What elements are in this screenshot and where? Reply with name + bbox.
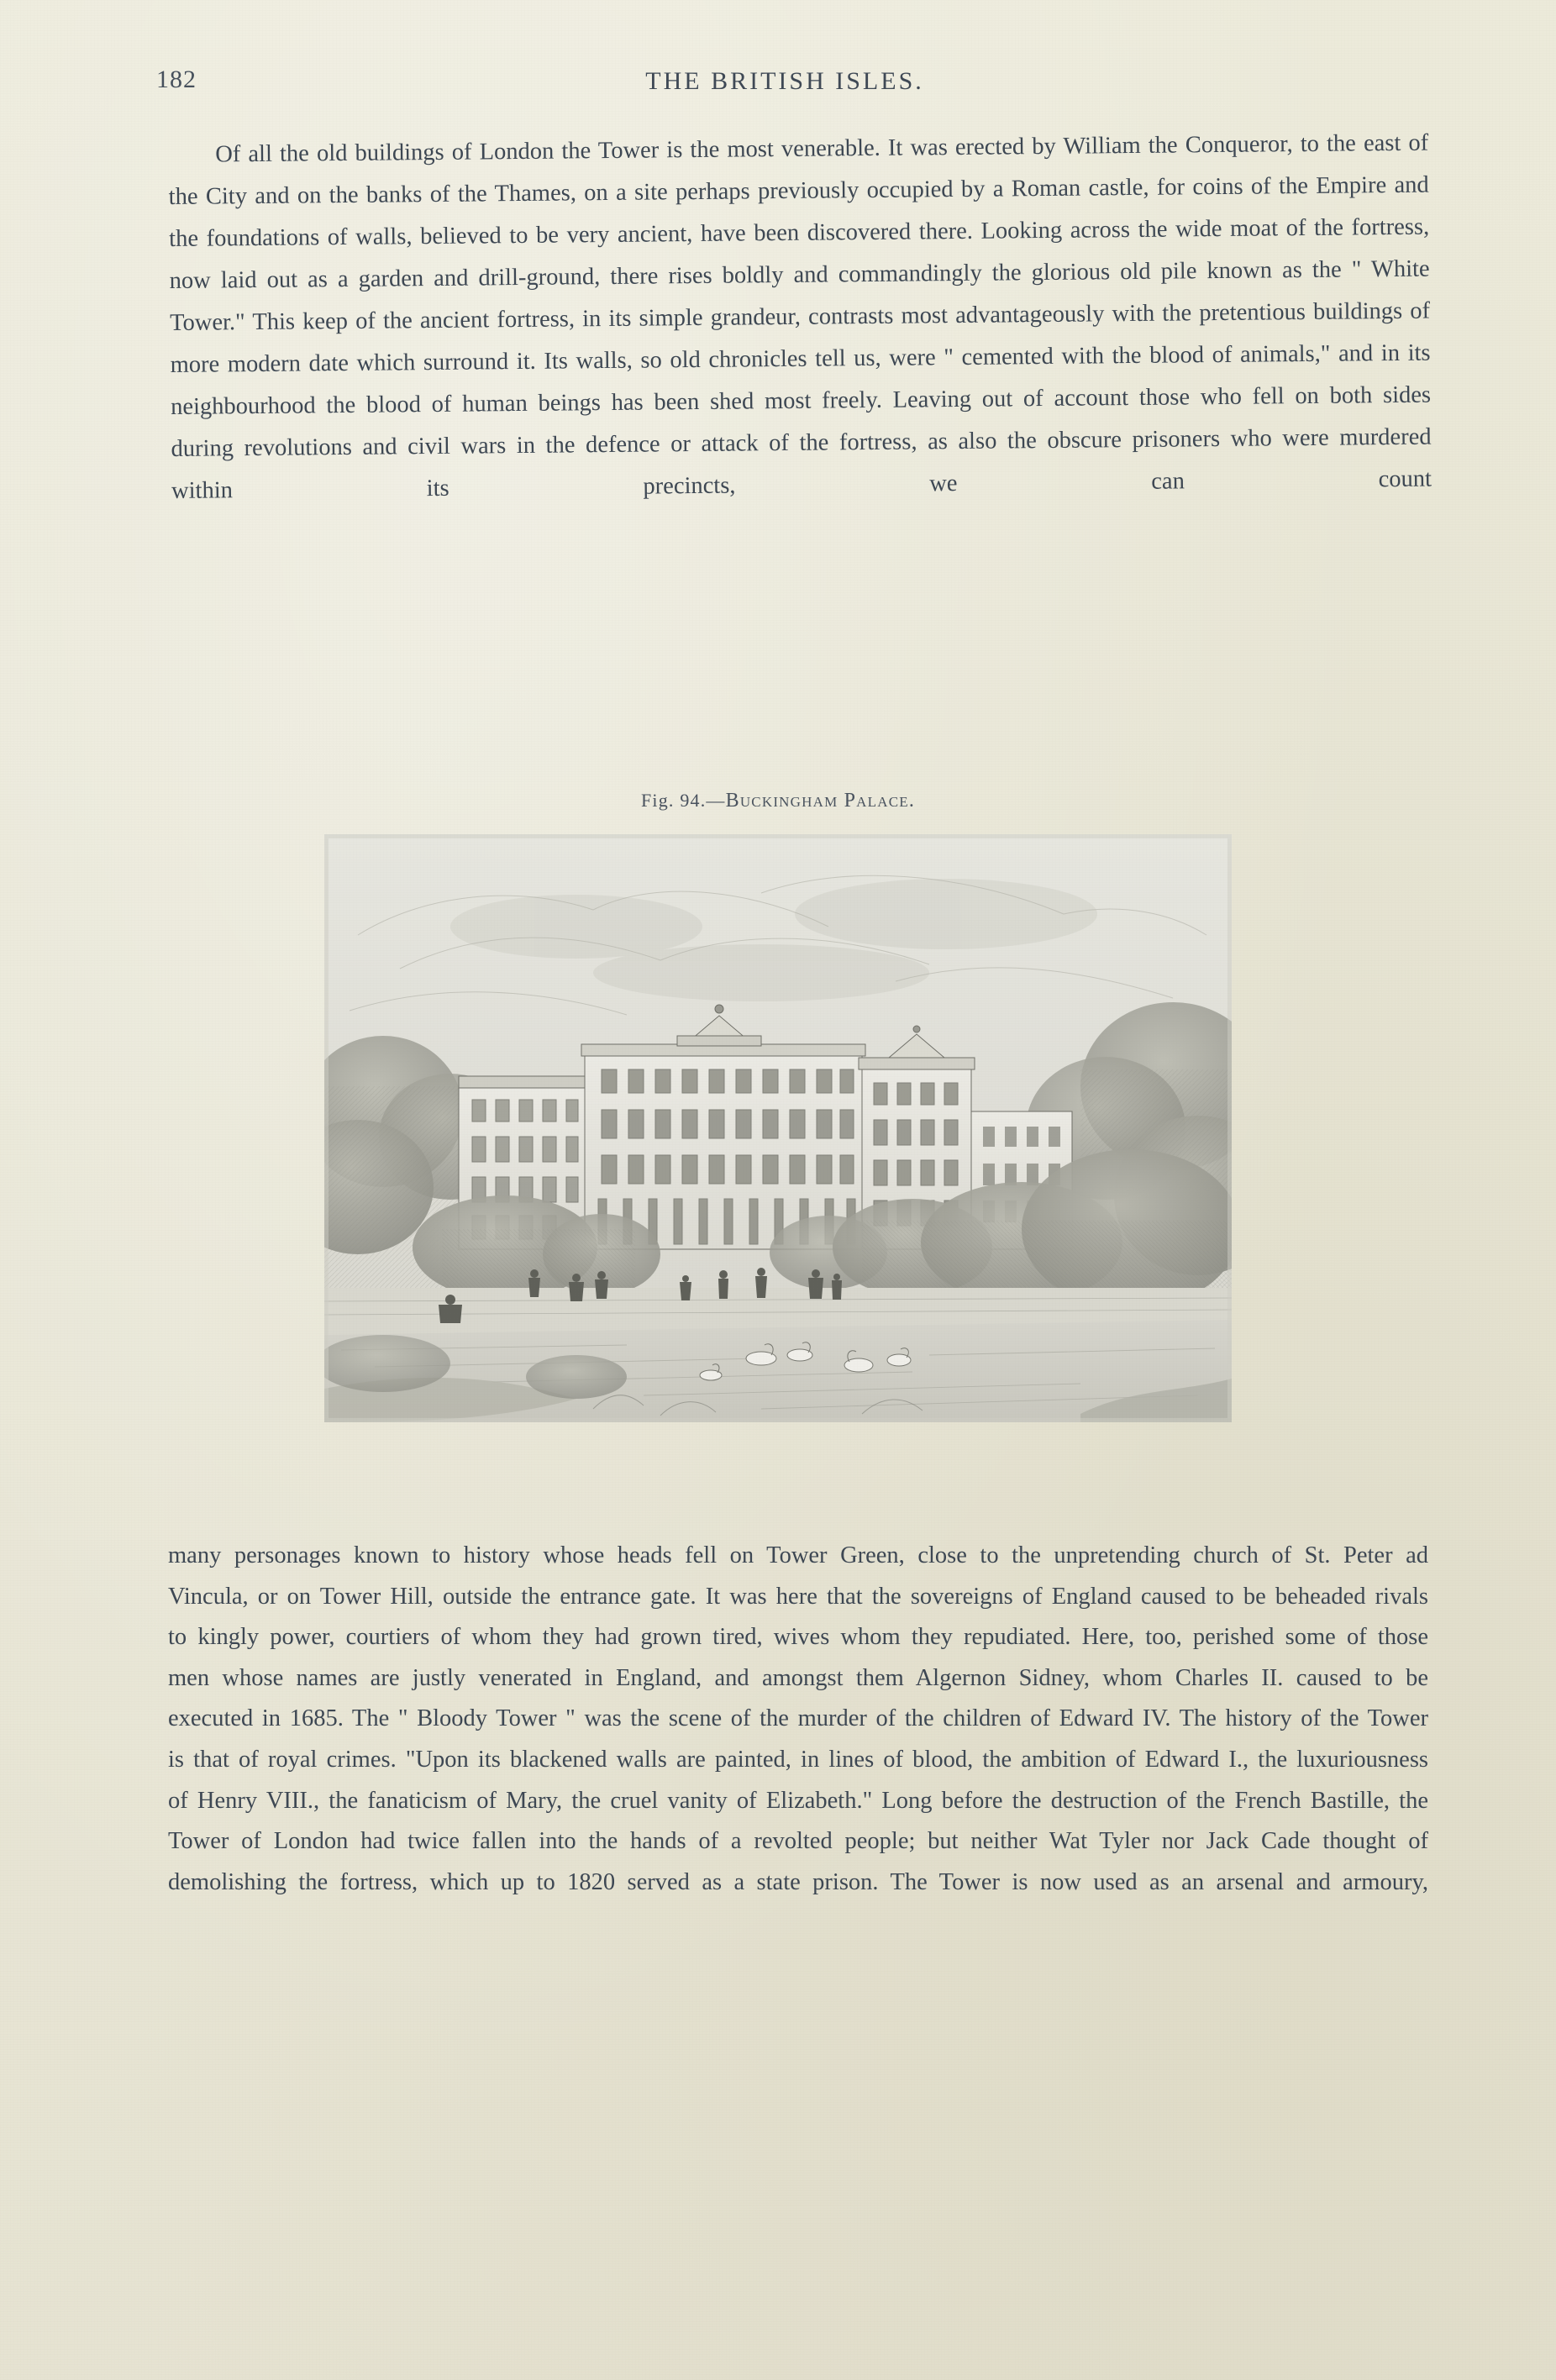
running-head: THE BRITISH ISLES. <box>645 67 924 95</box>
top-body-text <box>168 123 1432 512</box>
figure-caption <box>0 790 1556 812</box>
paragraph-indent <box>168 161 215 162</box>
paragraph-top-text: Of all the old buildings of London the Tower is the most venerable. It was erected by William the Conqueror, to the east of the City and on the banks of the Thames, on a site perhaps previously occupied by a Roman castle, for coins of the Empire and the foundations of walls, believed to be very ancient, have been discovered there. Looking across the wide moat of the fortress, now laid out as a garden and drill-ground, there rises boldly and commandingly the glorious old pile known as the " White Tower." This keep of the ancient fortress, in its simple grandeur, contrasts most advantageously with the pretentious buildings of more modern date which surround it. Its walls, so old chronicles tell us, were " cemented with the blood of animals," and in its neighbourhood the blood of human beings has been shed most freely. Leaving out of account those who fell on both sides during revolutions and civil wars in the defence or attack of the fortress, as also the obscure prisoners who were murdered within its precincts, we can count <box>168 129 1432 504</box>
page-number: 182 <box>156 66 197 93</box>
figure-block <box>0 790 1556 1422</box>
paragraph-bottom <box>168 1536 1428 1903</box>
figure-title: Buckingham Palace. <box>725 790 916 812</box>
bottom-body-text <box>168 1536 1428 1903</box>
engraving-buckingham-palace <box>324 834 1232 1422</box>
figure-image-wrapper <box>324 834 1232 1422</box>
figure-label: Fig. 94.— <box>640 790 726 811</box>
paragraph-top <box>168 123 1432 512</box>
paragraph-bottom-text: many personages known to history whose heads fell on Tower Green, close to the unpretending church of St. Peter ad Vincula, or on Tower Hill, outside the entrance gate. It was here that the sovereigns of England caused to be beheaded rivals to kingly power, courtiers of whom they had grown tired, wives whom they repudiated. Here, too, perished some of those men whose names are justly venerated in England, and amongst them Algernon Sidney, whom Charles II. caused to be executed in 1685. The " Bloody Tower " was the scene of the murder of the children of Edward IV. The history of the Tower is that of royal crimes. "Upon its blackened walls are painted, in lines of blood, the ambition of Edward I., the luxuriousness of Henry VIII., the fanaticism of Mary, the cruel vanity of Elizabeth." Long before the destruction of the French Bastille, the Tower of London had twice fallen into the hands of a revolted people; but neither Wat Tyler nor Jack Cade thought of demolishing the fortress, which up to 1820 served as a state prison. The Tower is now used as an arsenal and armoury, <box>168 1542 1428 1895</box>
